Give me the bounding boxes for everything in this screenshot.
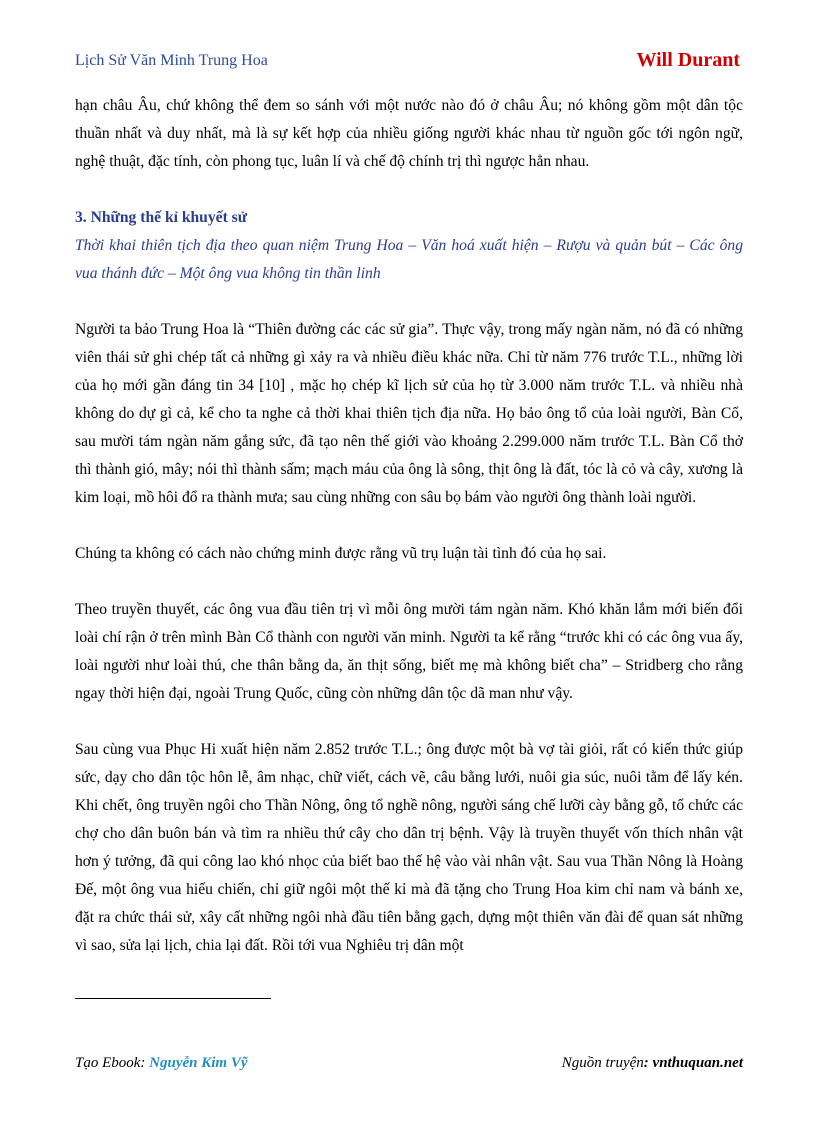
book-title: Lịch Sử Văn Minh Trung Hoa xyxy=(75,52,268,69)
source-separator: : xyxy=(643,1055,653,1071)
paragraph-1: Người ta bảo Trung Hoa là “Thiên đường các các sử gia”. Thực vậy, trong mấy ngàn năm, nó đã có những viên thái sử ghi chép tất cả những gì xảy ra và nhiều điều khác nữa. Chỉ từ năm 776 trước T.L., những lời của họ mới gần đáng tin 34 [10] , mặc họ chép kĩ lịch sử của họ từ 3.000 năm trước T.L. và nhiều nhà không do dự gì cả, kể cho ta nghe cả thời khai thiên tịch địa nữa. Họ bảo ông tổ của loài người, Bàn Cổ, sau mười tám ngàn năm gắng sức, đã tạo nên thế giới vào khoảng 2.299.000 năm trước T.L. Bàn Cổ thở thì thành gió, mây; nói thì thành sấm; mạch máu của ông là sông, thịt ông là đất, tóc là cỏ và cây, xương là kim loại, mồ hôi đổ ra thành mưa; sau cùng những con sâu bọ bám vào người ông thành loài người. xyxy=(75,321,743,506)
ebook-creator: Nguyễn Kim Vỹ xyxy=(149,1055,248,1071)
section-title: 3. Những thế kỉ khuyết sử xyxy=(75,209,248,226)
ebook-credit xyxy=(75,1055,248,1072)
ebook-label: Tạo Ebook xyxy=(75,1055,141,1071)
page-body xyxy=(75,92,743,960)
footnote-separator xyxy=(75,998,271,999)
paragraph-2: Chúng ta không có cách nào chứng minh được rằng vũ trụ luận tài tình đó của họ sai. xyxy=(75,545,607,562)
source-label: Nguồn truyện xyxy=(561,1055,644,1071)
intro-paragraph: hạn châu Âu, chứ không thể đem so sánh với một nước nào đó ở châu Âu; nó không gồm một dân tộc thuần nhất và duy nhất, mà là sự kết hợp của nhiều giống người khác nhau từ nguồn gốc tới ngôn ngữ, nghệ thuật, đặc tính, còn phong tục, luân lí và chế độ chính trị thì ngược hẳn nhau. xyxy=(75,97,743,170)
paragraph-4: Sau cùng vua Phục Hi xuất hiện năm 2.852 trước T.L.; ông được một bà vợ tài giỏi, rất có kiến thức giúp sức, dạy cho dân tộc hôn lễ, âm nhạc, chữ viết, cách vẽ, câu bằng lưới, nuôi gia súc, nuôi tằm để lấy kén. Khi chết, ông truyền ngôi cho Thần Nông, ông tổ nghề nông, người sáng chế lưỡi cày bằng gỗ, tổ chức các chợ cho dân buôn bán và tìm ra nhiều thứ cây cho dân trị bệnh. Vậy là truyền thuyết vốn thích nhân vật hơn ý tưởng, đã qui công lao khó nhọc của biết bao thế hệ vào vài nhân vật. Sau vua Thần Nông là Hoàng Đế, một ông vua hiếu chiến, chỉ giữ ngôi một thế kỉ mà đã tặng cho Trung Hoa kim chỉ nam và bánh xe, đặt ra chức thái sử, xây cất những ngôi nhà đầu tiên bằng gạch, dựng một thiên văn đài để quan sát những vì sao, sửa lại lịch, chia lại đất. Rồi tới vua Nghiêu trị dân một xyxy=(75,741,743,954)
source-site-link[interactable]: vnthuquan.net xyxy=(652,1055,743,1071)
source-credit xyxy=(562,1055,743,1072)
author-name: Will Durant xyxy=(636,49,740,71)
paragraph-3: Theo truyền thuyết, các ông vua đầu tiên trị vì mỗi ông mười tám ngàn năm. Khó khăn lắm mới biến đổi loài chí rận ở trên mình Bàn Cổ thành con người văn minh. Người ta kể rằng “trước khi có các ông vua ấy, loài người như loài thú, che thân bằng da, ăn thịt sống, biết mẹ mà không biết cha” – Stridberg cho rằng ngay thời hiện đại, ngoài Trung Quốc, cũng còn những dân tộc dã man như vậy. xyxy=(75,601,743,702)
section-subtitle: Thời khai thiên tịch địa theo quan niệm Trung Hoa – Văn hoá xuất hiện – Rượu và quản bút – Các ông vua thánh đức – Một ông vua không tin thần linh xyxy=(75,237,743,282)
ebook-separator: : xyxy=(140,1055,150,1071)
